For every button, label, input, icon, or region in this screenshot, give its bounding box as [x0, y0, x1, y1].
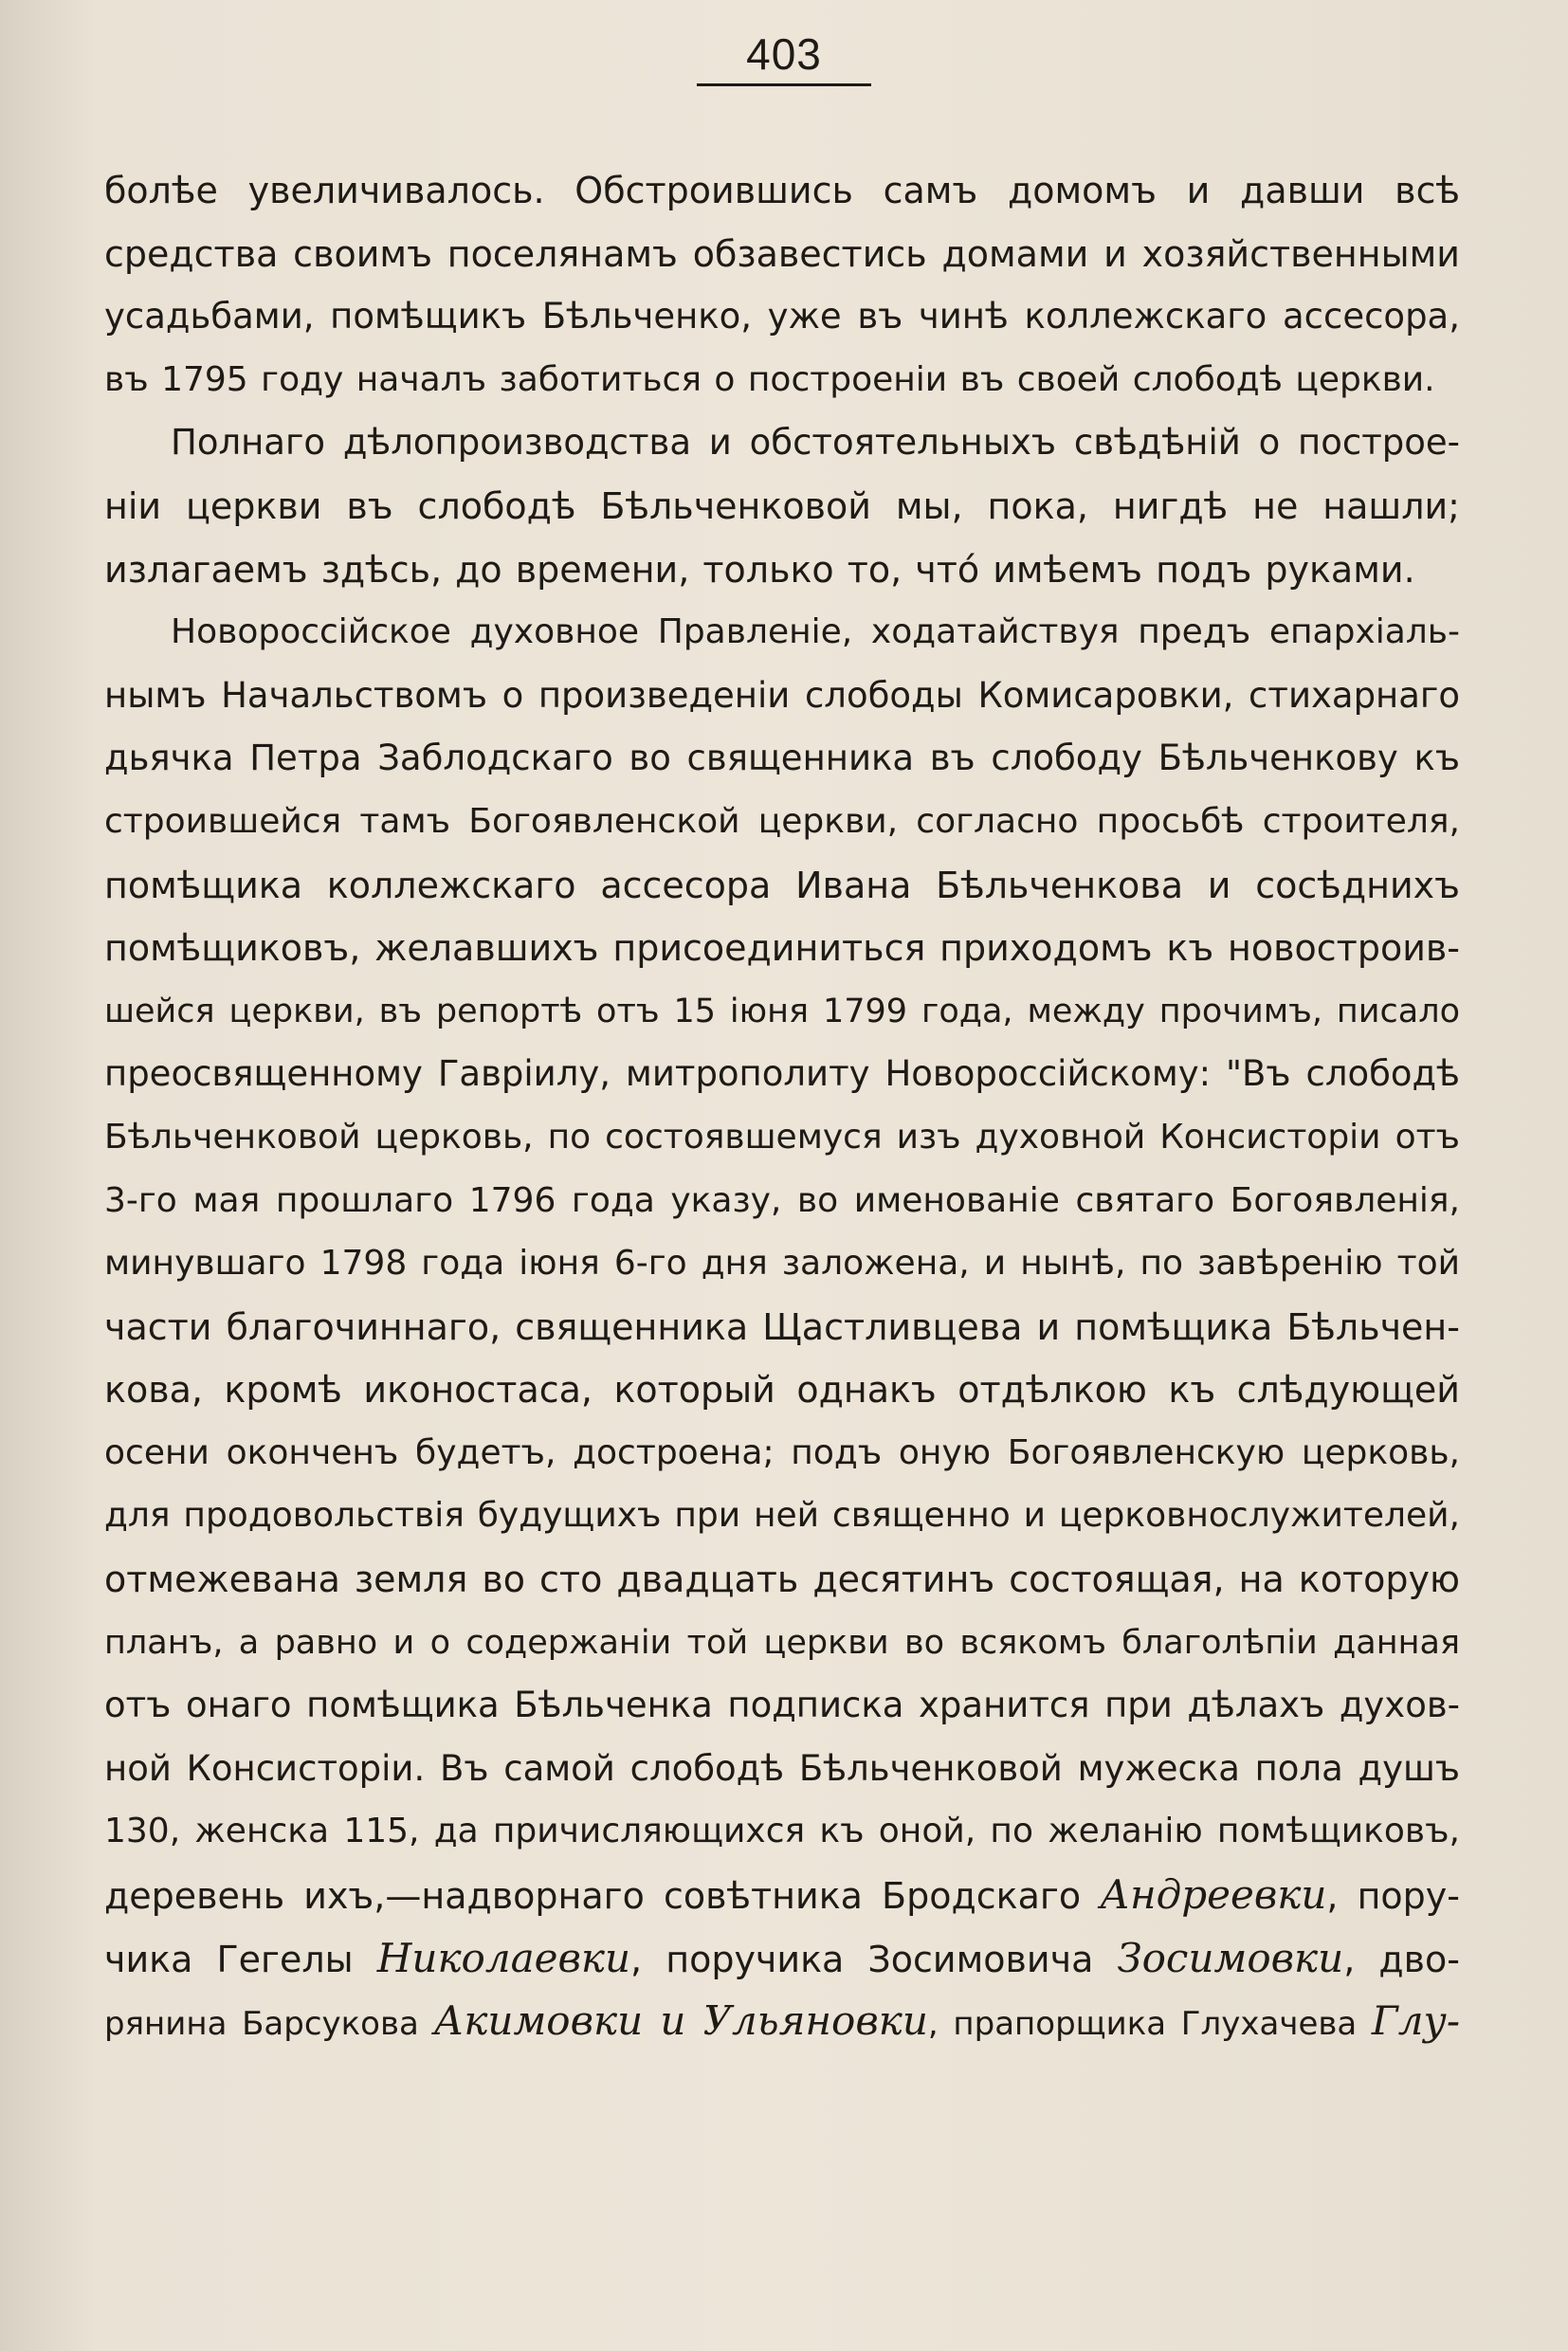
text-line: строившейся тамъ Богоявленской церкви, согласно просьбѣ строителя, [104, 801, 1460, 841]
text-line: шейся церкви, въ репортѣ отъ 15 іюня 1799 года, между прочимъ, писало [104, 992, 1460, 1030]
text-line: преосвященному Гавріилу, митрополиту Новороссійскому: "Въ слободѣ [104, 1053, 1460, 1095]
text-line-with-place-name [104, 1990, 1460, 2053]
place-name-italic: Глу- [1371, 1997, 1460, 2045]
text-line: нымъ Начальствомъ о произведеніи слободы Комисаровки, стихарнаго [104, 674, 1460, 716]
page-number: 403 [697, 28, 871, 86]
text-line: минувшаго 1798 года іюня 6-го дня заложена, и нынѣ, по завѣренію той [104, 1244, 1460, 1284]
text-line: Бѣльченковой церковь, по состоявшемуся изъ духовной Консисторіи отъ [104, 1117, 1460, 1157]
body-text [104, 159, 1460, 2053]
text-line: 3-го мая прошлаго 1796 года указу, во именованіе святаго Богоявленія, [104, 1180, 1460, 1220]
text-line: излагаемъ здѣсь, до времени, только то, что́ имѣемъ подъ руками. [104, 548, 1415, 591]
text-run: деревень ихъ,—надворнаго совѣтника Бродскаго [104, 1875, 1101, 1918]
text-line: планъ, а равно и о содержаніи той церкви во всякомъ благолѣпіи данная [104, 1623, 1460, 1662]
text-run: , пору- [1326, 1875, 1460, 1918]
text-line: кова, кромѣ иконостаса, который однакъ отдѣлкою къ слѣдующей [104, 1369, 1460, 1412]
place-name-italic: Акимовки и Ульяновки [433, 1997, 928, 2045]
text-line: для продовольствія будущихъ при ней священно и церковнослужителей, [104, 1496, 1460, 1536]
text-line: средства своимъ поселянамъ обзавестись домами и хозяйственными [104, 232, 1460, 275]
text-line: помѣщиковъ, желавшихъ присоединиться приходомъ къ новостроив- [104, 927, 1460, 970]
place-name-italic: Андреевки [1100, 1871, 1327, 1919]
text-line: въ 1795 году началъ заботиться о построеніи въ своей слободѣ церкви. [104, 359, 1435, 399]
text-line: усадьбами, помѣщикъ Бѣльченко, уже въ чинѣ коллежскаго ассесора, [104, 296, 1460, 337]
text-run: рянина Барсукова [104, 2005, 434, 2044]
text-line: ніи церкви въ слободѣ Бѣльченковой мы, пока, нигдѣ не нашли; [104, 484, 1460, 527]
text-run: , прапорщика Глухачева [927, 2005, 1372, 2044]
text-line: болѣе увеличивалось. Обстроившись самъ домомъ и давши всѣ [104, 170, 1460, 211]
text-line: отмежевана земля во сто двадцать десятинъ состоящая, на которую [104, 1558, 1460, 1601]
text-line: дьячка Петра Заблодскаго во священника въ слободу Бѣльченкову къ [104, 738, 1460, 779]
text-run: , дво- [1343, 1938, 1460, 1980]
text-run: , поручика Зосимовича [630, 1938, 1118, 1980]
text-line-with-place-name [104, 1927, 1460, 1991]
text-line-with-place-name [104, 1864, 1460, 1927]
text-line: осени оконченъ будетъ, достроена; подъ оную Богоявленскую церковь, [104, 1432, 1460, 1472]
text-line: помѣщика коллежскаго ассесора Ивана Бѣльченкова и сосѣднихъ [104, 864, 1460, 906]
text-line: 130, женска 115, да причисляющихся къ оной, по желанію помѣщиковъ, [104, 1812, 1460, 1851]
text-line: Новороссійское духовное Правленіе, ходатайствуя предъ епархіаль- [171, 612, 1460, 652]
text-line: Полнаго дѣлопроизводства и обстоятельныхъ свѣдѣній о построе- [171, 422, 1460, 464]
text-line: части благочиннаго, священника Щастливцева и помѣщика Бѣльчен- [104, 1305, 1460, 1348]
place-name-italic: Зосимовки [1117, 1934, 1344, 1981]
text-line: ной Консисторіи. Въ самой слободѣ Бѣльченковой мужеска пола душъ [104, 1747, 1460, 1789]
text-run: чика Гегелы [104, 1938, 377, 1980]
place-name-italic: Николаевки [376, 1934, 631, 1981]
text-line: отъ онаго помѣщика Бѣльченка подписка хранится при дѣлахъ духов- [104, 1685, 1460, 1726]
page-header [0, 28, 1568, 86]
